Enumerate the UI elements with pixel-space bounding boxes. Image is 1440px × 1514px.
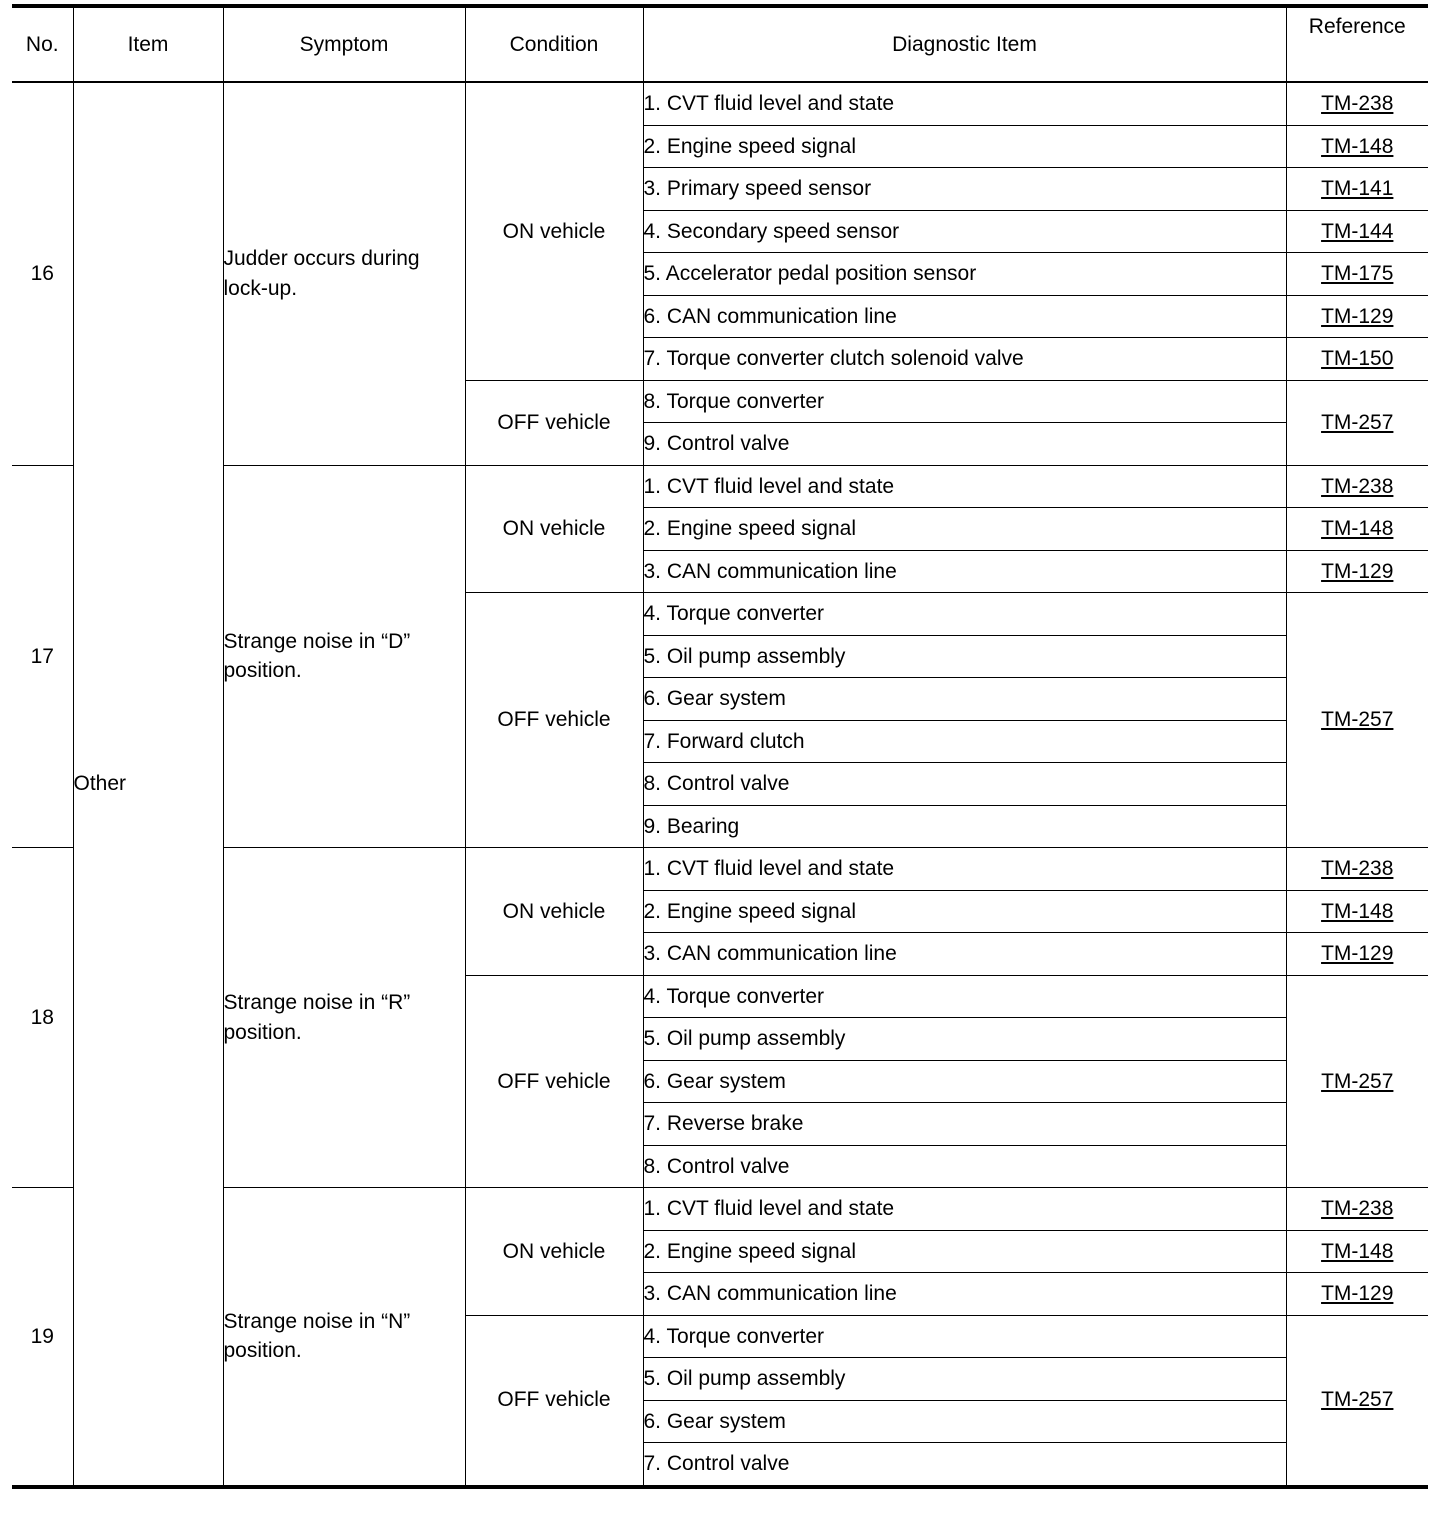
diagnostic-item: 8. Control valve [643, 1145, 1286, 1188]
reference-cell [1286, 125, 1428, 168]
reference-link[interactable]: TM-141 [1321, 177, 1394, 201]
header-reference: Reference [1286, 6, 1428, 82]
diagnostic-item: 7. Reverse brake [643, 1103, 1286, 1146]
reference-cell [1286, 168, 1428, 211]
diagnostic-item: 7. Torque converter clutch solenoid valve [643, 338, 1286, 381]
reference-link[interactable]: TM-257 [1321, 1069, 1394, 1093]
reference-cell [1286, 550, 1428, 593]
reference-link[interactable]: TM-129 [1321, 1282, 1394, 1306]
diagnostic-item: 5. Oil pump assembly [643, 1018, 1286, 1061]
reference-link[interactable]: TM-238 [1321, 1197, 1394, 1221]
condition-cell: ON vehicle [465, 465, 643, 593]
diagnostic-table [12, 4, 1428, 1489]
diagnostic-item: 8. Torque converter [643, 380, 1286, 423]
table-header-row [12, 6, 1428, 82]
reference-link[interactable]: TM-148 [1321, 1239, 1394, 1263]
reference-cell [1286, 933, 1428, 976]
reference-cell [1286, 253, 1428, 296]
reference-link[interactable]: TM-148 [1321, 899, 1394, 923]
diagnostic-item: 2. Engine speed signal [643, 125, 1286, 168]
reference-link[interactable]: TM-129 [1321, 304, 1394, 328]
diagnostic-item: 1. CVT fluid level and state [643, 82, 1286, 125]
diagnostic-item: 9. Bearing [643, 805, 1286, 848]
reference-cell [1286, 338, 1428, 381]
table-row [12, 848, 1428, 891]
diagnostic-item: 7. Control valve [643, 1443, 1286, 1487]
diagnostic-item: 1. CVT fluid level and state [643, 848, 1286, 891]
reference-cell [1286, 848, 1428, 891]
reference-cell [1286, 210, 1428, 253]
reference-cell [1286, 82, 1428, 125]
reference-link[interactable]: TM-129 [1321, 942, 1394, 966]
symptom-cell: Strange noise in “R” position. [223, 848, 465, 1188]
header-symptom: Symptom [223, 6, 465, 82]
reference-cell [1286, 890, 1428, 933]
reference-cell [1286, 1230, 1428, 1273]
diagnostic-item: 3. Primary speed sensor [643, 168, 1286, 211]
diagnostic-item: 8. Control valve [643, 763, 1286, 806]
header-no: No. [12, 6, 73, 82]
reference-cell [1286, 380, 1428, 465]
reference-link[interactable]: TM-129 [1321, 559, 1394, 583]
reference-cell [1286, 465, 1428, 508]
reference-cell [1286, 295, 1428, 338]
row-number: 18 [12, 848, 73, 1188]
reference-link[interactable]: TM-148 [1321, 517, 1394, 541]
diagnostic-item: 7. Forward clutch [643, 720, 1286, 763]
diagnostic-item: 6. CAN communication line [643, 295, 1286, 338]
reference-link[interactable]: TM-238 [1321, 92, 1394, 116]
reference-link[interactable]: TM-150 [1321, 347, 1394, 371]
header-diagnostic-item: Diagnostic Item [643, 6, 1286, 82]
reference-cell [1286, 593, 1428, 848]
diagnostic-item: 1. CVT fluid level and state [643, 1188, 1286, 1231]
diagnostic-item: 1. CVT fluid level and state [643, 465, 1286, 508]
reference-cell [1286, 1315, 1428, 1487]
reference-link[interactable]: TM-238 [1321, 857, 1394, 881]
symptom-cell: Judder occurs during lock-up. [223, 82, 465, 465]
diagnostic-item: 9. Control valve [643, 423, 1286, 466]
diagnostic-item: 3. CAN communication line [643, 550, 1286, 593]
condition-cell: OFF vehicle [465, 380, 643, 465]
diagnostic-item: 6. Gear system [643, 1400, 1286, 1443]
reference-link[interactable]: TM-148 [1321, 134, 1394, 158]
reference-link[interactable]: TM-144 [1321, 219, 1394, 243]
reference-cell [1286, 1273, 1428, 1316]
row-number: 17 [12, 465, 73, 848]
reference-link[interactable]: TM-175 [1321, 262, 1394, 286]
reference-cell [1286, 1188, 1428, 1231]
diagnostic-item: 4. Torque converter [643, 593, 1286, 636]
reference-cell [1286, 508, 1428, 551]
table-row [12, 465, 1428, 508]
diagnostic-item: 3. CAN communication line [643, 1273, 1286, 1316]
reference-link[interactable]: TM-257 [1321, 708, 1394, 732]
diagnostic-item: 5. Oil pump assembly [643, 1358, 1286, 1401]
reference-link[interactable]: TM-257 [1321, 1388, 1394, 1412]
diagnostic-item: 3. CAN communication line [643, 933, 1286, 976]
condition-cell: OFF vehicle [465, 975, 643, 1188]
diagnostic-item: 5. Accelerator pedal position sensor [643, 253, 1286, 296]
header-condition: Condition [465, 6, 643, 82]
diagnostic-item: 2. Engine speed signal [643, 890, 1286, 933]
diagnostic-item: 2. Engine speed signal [643, 1230, 1286, 1273]
symptom-cell: Strange noise in “N” position. [223, 1188, 465, 1487]
condition-cell: ON vehicle [465, 848, 643, 976]
condition-cell: OFF vehicle [465, 1315, 643, 1487]
diagnostic-item: 5. Oil pump assembly [643, 635, 1286, 678]
condition-cell: ON vehicle [465, 1188, 643, 1316]
reference-cell [1286, 975, 1428, 1188]
condition-cell: OFF vehicle [465, 593, 643, 848]
condition-cell: ON vehicle [465, 82, 643, 380]
row-number: 16 [12, 82, 73, 465]
table-body [12, 82, 1428, 1487]
diagnostic-item: 2. Engine speed signal [643, 508, 1286, 551]
item-category: Other [73, 82, 223, 1487]
diagnostic-item: 6. Gear system [643, 678, 1286, 721]
row-number: 19 [12, 1188, 73, 1487]
diagnostic-item: 4. Torque converter [643, 975, 1286, 1018]
symptom-cell: Strange noise in “D” position. [223, 465, 465, 848]
table-row [12, 1188, 1428, 1231]
reference-link[interactable]: TM-238 [1321, 474, 1394, 498]
diagnostic-item: 4. Torque converter [643, 1315, 1286, 1358]
header-item: Item [73, 6, 223, 82]
table-row [12, 82, 1428, 125]
diagnostic-item: 6. Gear system [643, 1060, 1286, 1103]
reference-link[interactable]: TM-257 [1321, 410, 1394, 434]
diagnostic-item: 4. Secondary speed sensor [643, 210, 1286, 253]
